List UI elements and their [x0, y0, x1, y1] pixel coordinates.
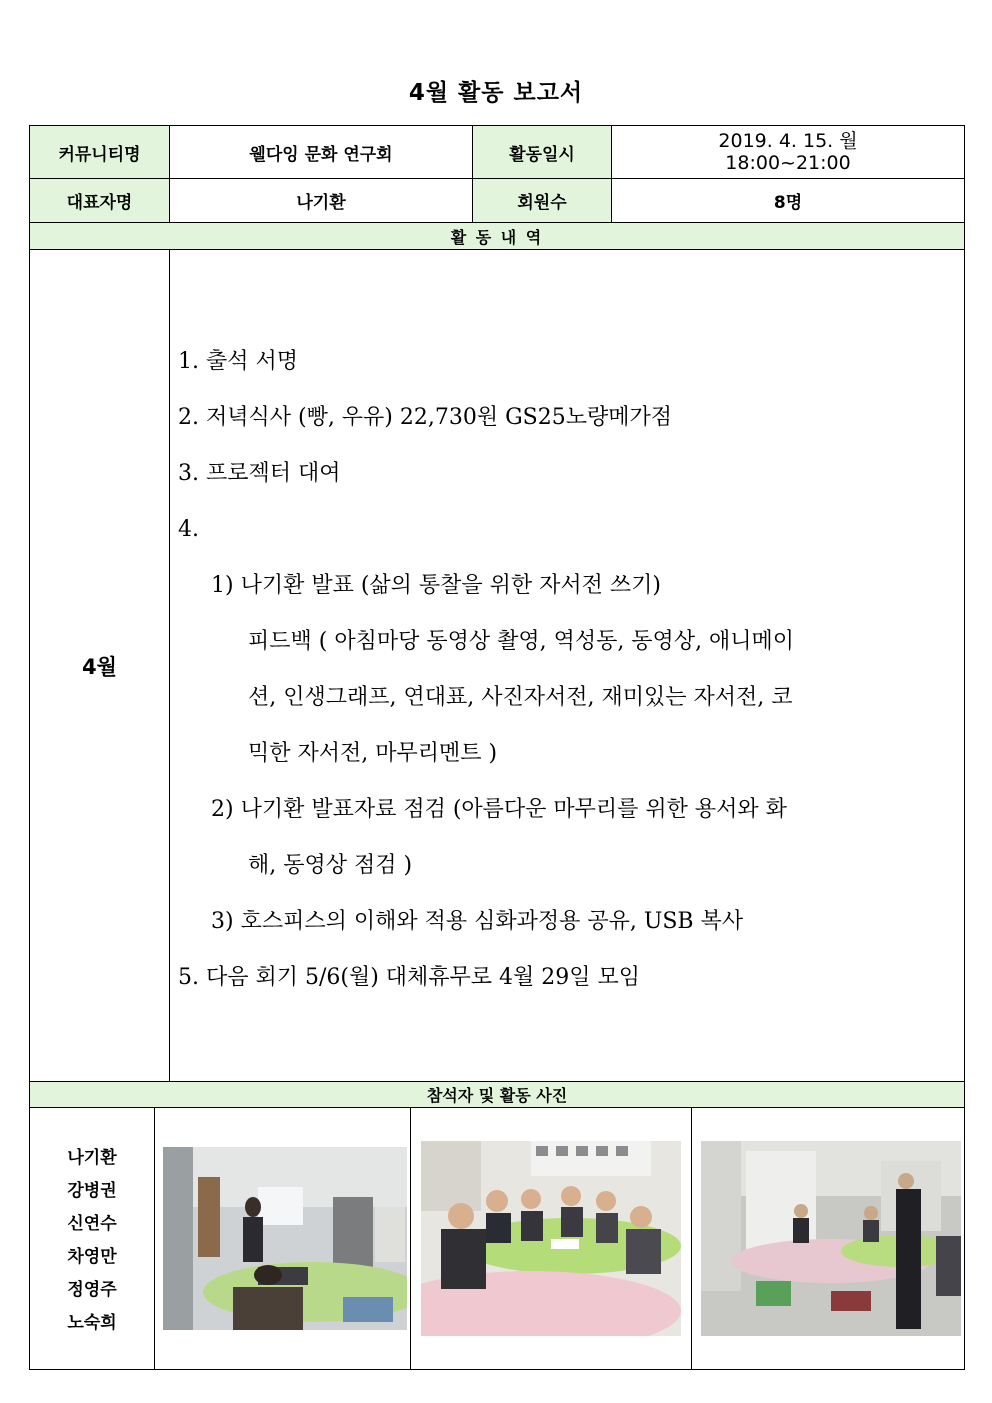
date-label-cell: [473, 126, 611, 178]
col-divider: [169, 125, 170, 222]
row-divider: [29, 222, 965, 223]
rep-label: 대표자명: [66, 193, 133, 213]
members-value: 8명: [773, 193, 803, 213]
activity-photo-3: [701, 1141, 961, 1336]
attendee-name: 신연수: [67, 1214, 117, 1234]
community-value-cell: [170, 126, 472, 178]
members-label-cell: [473, 179, 611, 222]
activity-subline: 2) 나기환 발표자료 점검 (아름다운 마무리를 위한 용서와 화: [211, 797, 787, 822]
attendee-name: 나기환: [67, 1148, 117, 1168]
col-divider: [410, 1107, 411, 1370]
activity-subline: 1) 나기환 발표 (삶의 통찰을 위한 자서전 쓰기): [211, 573, 661, 598]
members-value-cell: [612, 179, 964, 222]
date-value-cell: [612, 126, 964, 178]
activity-line: 3. 프로젝터 대여: [178, 461, 341, 486]
rep-value: 나기환: [296, 193, 346, 213]
page-title: 4월 활동 보고서: [408, 80, 584, 106]
row-divider: [29, 1107, 965, 1108]
activity-line: 2. 저녁식사 (빵, 우유) 22,730원 GS25노량메가점: [178, 405, 673, 430]
activity-subline: 션, 인생그래프, 연대표, 사진자서전, 재미있는 자서전, 코: [248, 685, 793, 710]
date-line1: 2019. 4. 15. 월: [718, 130, 858, 152]
activity-subline: 피드백 ( 아침마당 동영상 촬영, 역성동, 동영상, 애니메이: [248, 629, 795, 654]
community-label: 커뮤니티명: [58, 144, 141, 165]
activity-subline: 믹한 자서전, 마무리멘트 ): [248, 741, 498, 766]
month-cell: [30, 250, 169, 1081]
attendance-header-cell: [30, 1082, 964, 1107]
attendee-name: 정영주: [67, 1280, 117, 1300]
activity-photo-2: [421, 1141, 681, 1336]
activity-line: 4.: [178, 517, 199, 542]
attendee-name: 강병권: [67, 1181, 117, 1201]
col-divider: [691, 1107, 692, 1370]
community-label-cell: [30, 126, 169, 178]
activity-line: 1. 출석 서명: [178, 349, 298, 374]
activity-header: 활 동 내 역: [450, 227, 544, 247]
month-label: 4월: [82, 654, 117, 679]
date-line2: 18:00~21:00: [725, 152, 851, 174]
rep-value-cell: [170, 179, 472, 222]
attendee-name: 노숙희: [67, 1313, 117, 1333]
row-divider: [29, 1081, 965, 1082]
activity-line: 5. 다음 회기 5/6(월) 대체휴무로 4월 29일 모임: [178, 965, 641, 990]
col-divider: [154, 1107, 155, 1370]
community-value: 웰다잉 문화 연구회: [249, 144, 393, 165]
rep-label-cell: [30, 179, 169, 222]
col-divider: [611, 125, 612, 222]
activity-subline: 3) 호스피스의 이해와 적용 심화과정용 공유, USB 복사: [211, 909, 744, 934]
attendance-header: 참석자 및 활동 사진: [426, 1086, 568, 1105]
attendee-list: [30, 1142, 154, 1340]
date-label: 활동일시: [509, 144, 575, 165]
activity-header-cell: [30, 223, 964, 249]
attendee-name: 차영만: [67, 1247, 117, 1267]
activity-subline: 해, 동영상 점검 ): [248, 853, 413, 878]
activity-content: [178, 334, 958, 1006]
members-label: 회원수: [517, 193, 567, 213]
col-divider: [472, 125, 473, 222]
activity-photo-1: [163, 1147, 407, 1330]
col-divider: [169, 249, 170, 1081]
